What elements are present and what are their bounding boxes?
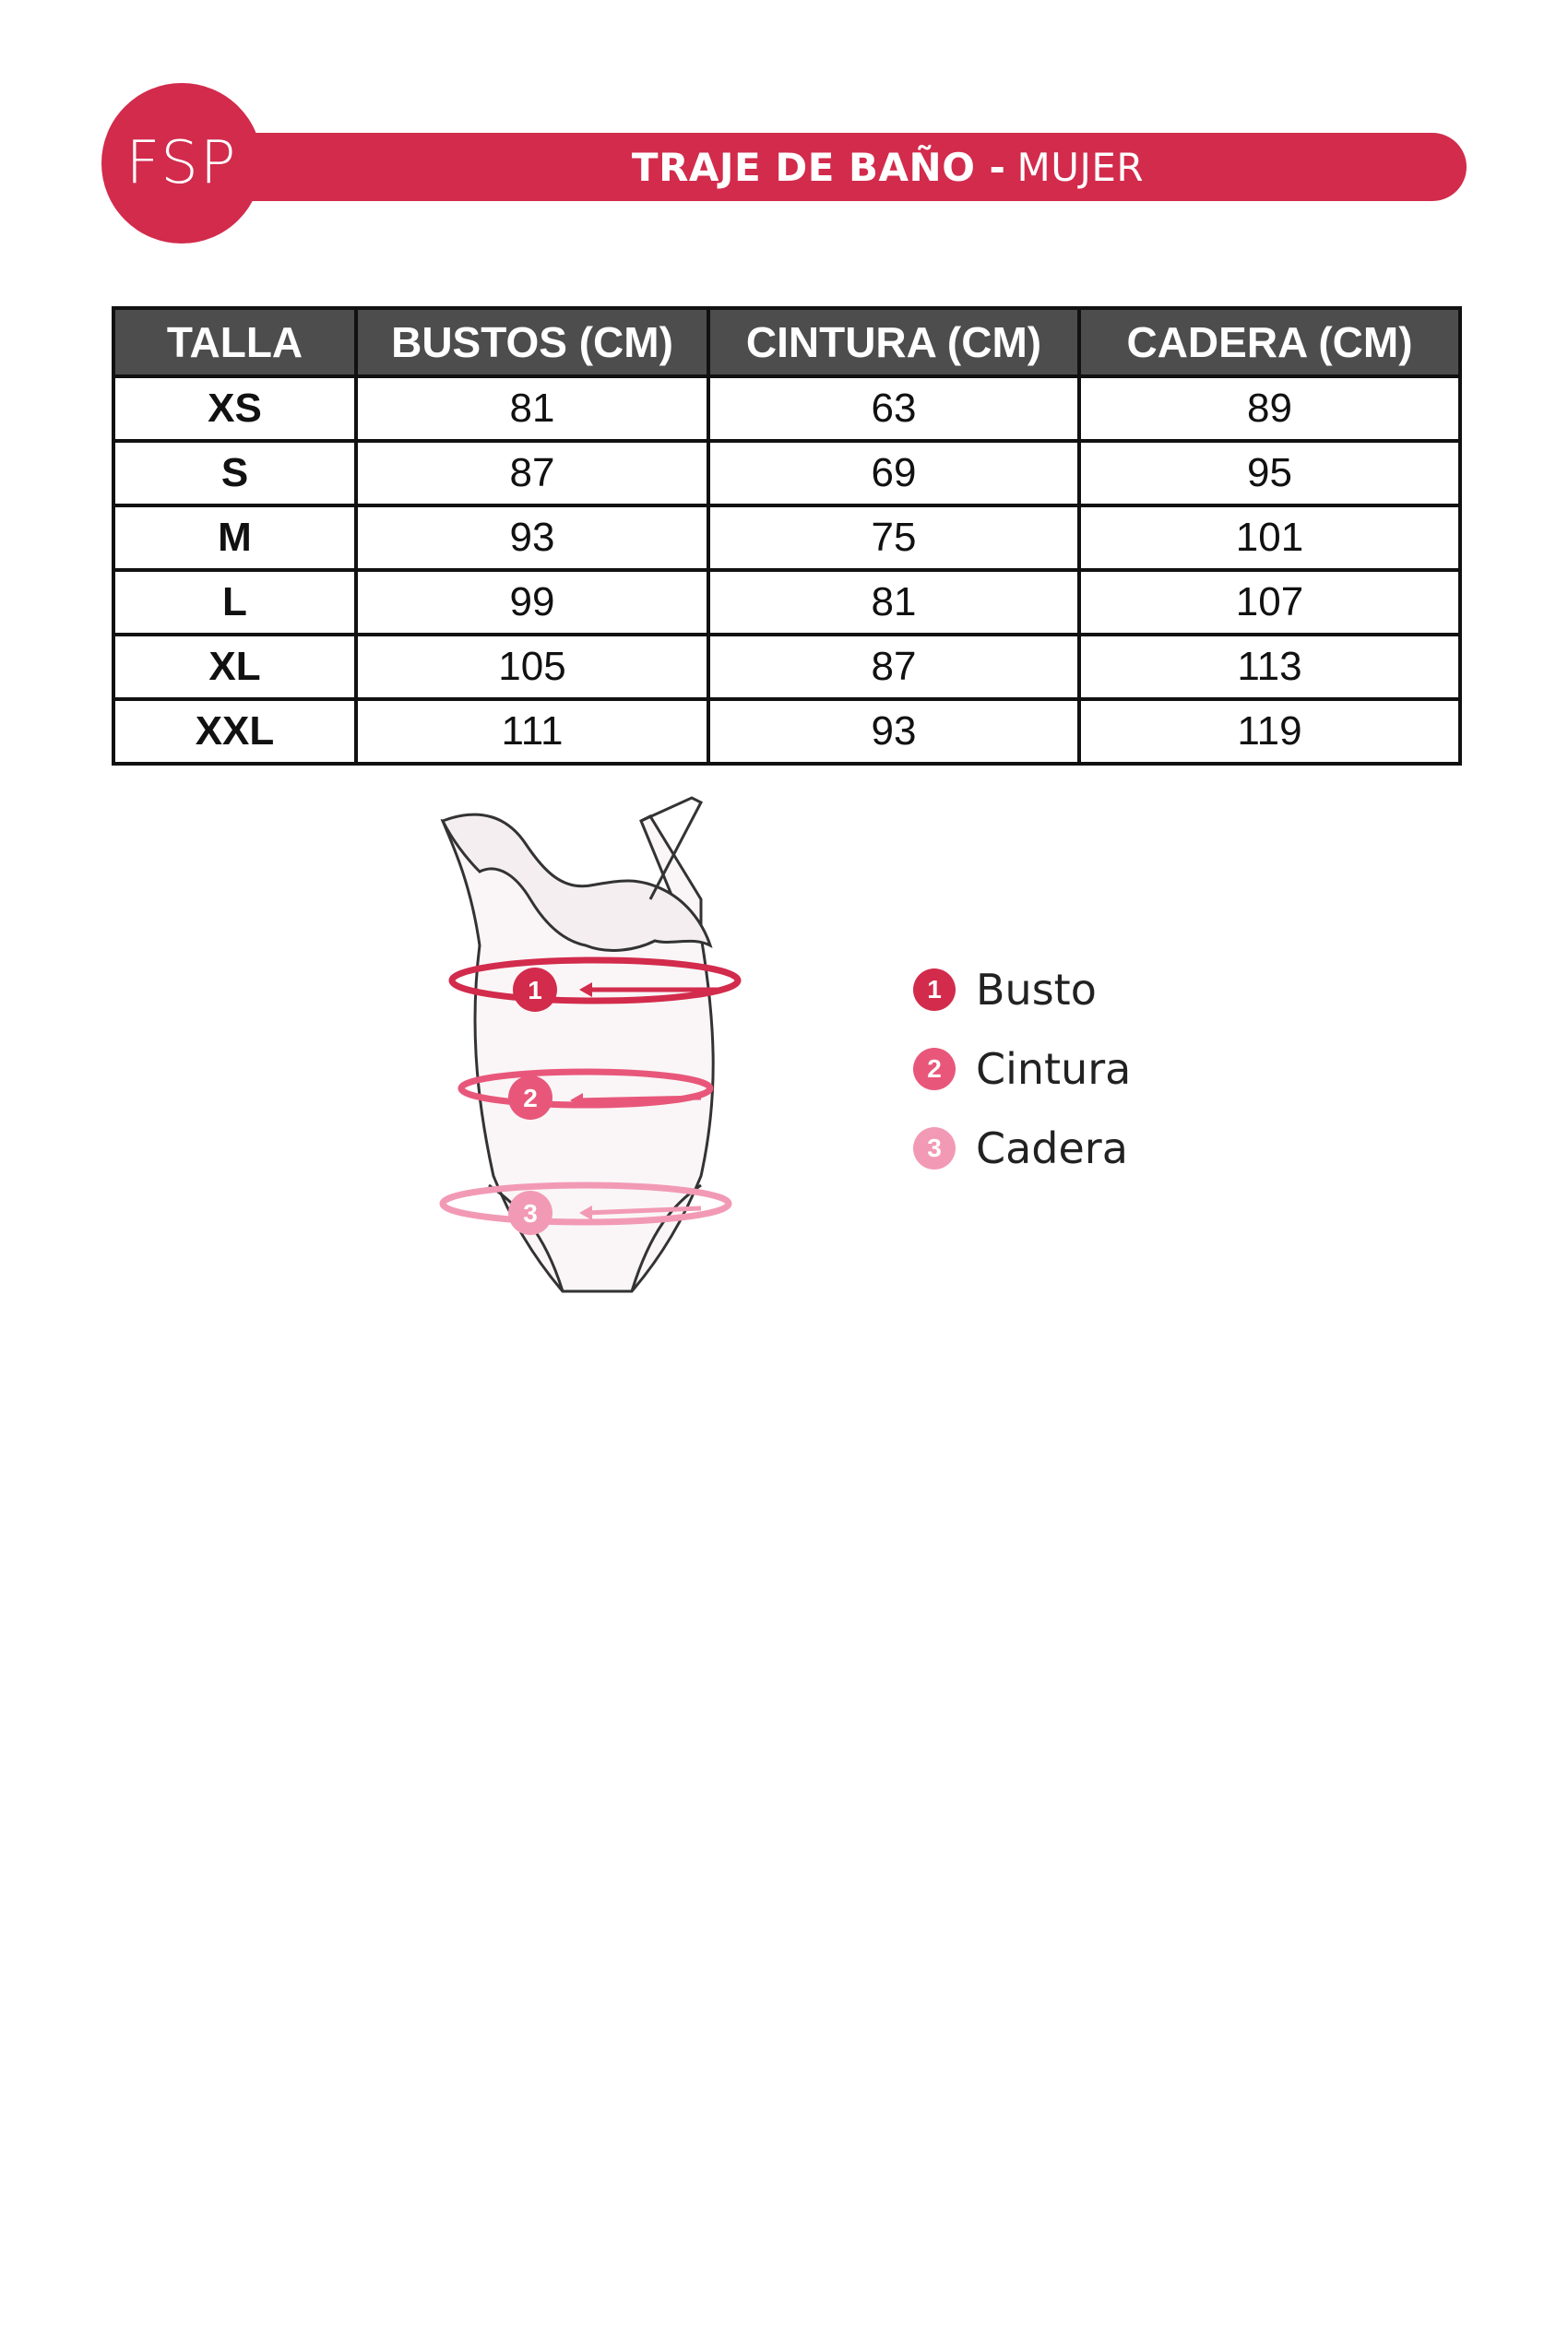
cell-waist: 75: [708, 505, 1079, 570]
badge-3-num: 3: [523, 1199, 538, 1228]
page-title: [198, 133, 1467, 201]
cell-waist: 69: [708, 441, 1079, 505]
legend: [913, 950, 1131, 1188]
table-row: [113, 505, 1460, 570]
col-header-hip: CADERA (CM): [1079, 308, 1460, 376]
legend-label-hip: Cadera: [976, 1123, 1128, 1173]
cell-waist: 87: [708, 635, 1079, 699]
legend-item-hip: [913, 1109, 1131, 1188]
cell-bust: 111: [356, 699, 708, 764]
cell-bust: 105: [356, 635, 708, 699]
logo-text: FSP: [125, 129, 238, 197]
cell-size: M: [113, 505, 356, 570]
cell-bust: 87: [356, 441, 708, 505]
table-row: [113, 635, 1460, 699]
badge-2-num: 2: [523, 1084, 538, 1112]
legend-badge-3: 3: [913, 1127, 956, 1170]
size-table: [112, 306, 1462, 766]
cell-size: L: [113, 570, 356, 635]
cell-hip: 113: [1079, 635, 1460, 699]
table-header-row: [113, 308, 1460, 376]
legend-label-waist: Cintura: [976, 1044, 1132, 1094]
col-header-size: TALLA: [113, 308, 356, 376]
col-header-bust: BUSTOS (CM): [356, 308, 708, 376]
cell-size: XXL: [113, 699, 356, 764]
col-header-waist: CINTURA (CM): [708, 308, 1079, 376]
title-bold: TRAJE DE BAÑO -: [631, 144, 1006, 190]
cell-waist: 81: [708, 570, 1079, 635]
cell-size: XL: [113, 635, 356, 699]
cell-waist: 63: [708, 376, 1079, 441]
badge-1-num: 1: [528, 976, 542, 1004]
cell-size: S: [113, 441, 356, 505]
cell-bust: 81: [356, 376, 708, 441]
legend-badge-2: 2: [913, 1048, 956, 1090]
cell-hip: 119: [1079, 699, 1460, 764]
cell-size: XS: [113, 376, 356, 441]
waist-arrow: [576, 1098, 701, 1100]
table-row: [113, 570, 1460, 635]
legend-item-bust: [913, 950, 1131, 1029]
header-bar: [198, 133, 1467, 201]
cell-hip: 107: [1079, 570, 1460, 635]
cell-hip: 95: [1079, 441, 1460, 505]
table-row: [113, 699, 1460, 764]
cell-bust: 93: [356, 505, 708, 570]
cell-hip: 89: [1079, 376, 1460, 441]
brand-logo: [101, 83, 262, 244]
table-row: [113, 441, 1460, 505]
swimsuit-illustration: [424, 789, 775, 1305]
cell-hip: 101: [1079, 505, 1460, 570]
legend-label-bust: Busto: [976, 965, 1097, 1015]
cell-waist: 93: [708, 699, 1079, 764]
cell-bust: 99: [356, 570, 708, 635]
title-light: MUJER: [1016, 144, 1145, 190]
legend-badge-1: 1: [913, 968, 956, 1011]
legend-item-waist: [913, 1029, 1131, 1109]
table-row: [113, 376, 1460, 441]
